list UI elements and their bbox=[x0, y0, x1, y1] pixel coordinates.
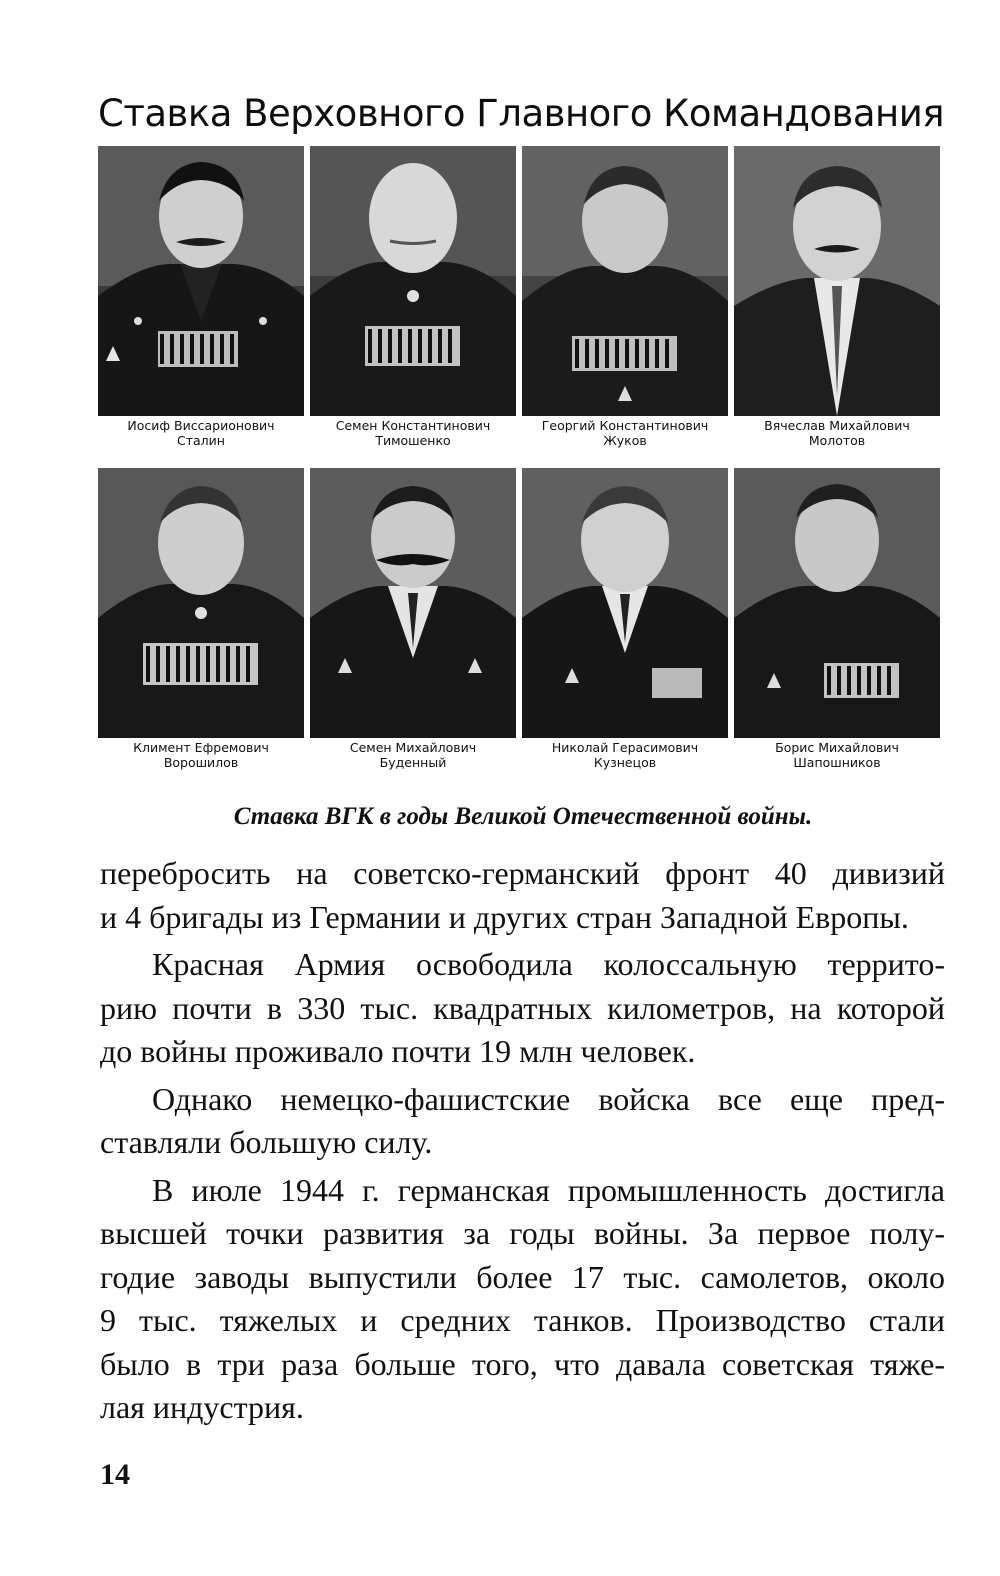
portrait-photo bbox=[522, 146, 728, 416]
portrait-card-budyonny bbox=[310, 468, 516, 770]
last-name: Жуков bbox=[603, 433, 647, 448]
person-name bbox=[522, 740, 728, 770]
portrait-grid bbox=[98, 146, 941, 786]
paragraph bbox=[100, 1169, 945, 1430]
last-name: Буденный bbox=[379, 755, 447, 770]
paragraph bbox=[100, 1078, 945, 1165]
first-name: Семен Михайлович bbox=[349, 740, 477, 755]
plate-title: Ставка Верховного Главного Командования bbox=[98, 92, 945, 135]
body-text bbox=[100, 852, 945, 1434]
text-line: было в три раза больше того, что давала советская тяже- bbox=[100, 1345, 945, 1382]
portrait-card-zhukov bbox=[522, 146, 728, 448]
portrait-photo bbox=[310, 468, 516, 738]
first-name: Климент Ефремович bbox=[133, 740, 269, 755]
person-name bbox=[310, 418, 516, 448]
text-line: высшей точки развития за годы войны. За первое полу- bbox=[100, 1215, 945, 1251]
portrait-photo bbox=[310, 146, 516, 416]
person-name bbox=[734, 740, 940, 770]
person-name bbox=[98, 418, 304, 448]
paragraph bbox=[100, 943, 945, 1074]
person-name bbox=[98, 740, 304, 770]
text-line: В июле 1944 г. германская промышленность достигла bbox=[152, 1171, 945, 1208]
person-name bbox=[734, 418, 940, 448]
last-name: Сталин bbox=[177, 433, 225, 448]
portrait-card-kuznetsov bbox=[522, 468, 728, 770]
portrait-card-timoshenko bbox=[310, 146, 516, 448]
portrait-photo bbox=[98, 146, 304, 416]
portrait-photo bbox=[734, 146, 940, 416]
text-line: рию почти в 330 тыс. квадратных километров, на которой bbox=[100, 989, 945, 1026]
person-name bbox=[310, 740, 516, 770]
portrait-card-voroshilov bbox=[98, 468, 304, 770]
person-name bbox=[522, 418, 728, 448]
text-line: ставляли большую силу. bbox=[100, 1124, 433, 1160]
portrait-card-shaposhnikov bbox=[734, 468, 940, 770]
last-name: Шапошников bbox=[793, 755, 881, 770]
portrait-photo bbox=[522, 468, 728, 738]
first-name: Семен Константинович bbox=[335, 418, 491, 433]
text-line: до войны проживало почти 19 млн человек. bbox=[100, 1033, 696, 1069]
portrait-photo bbox=[734, 468, 940, 738]
portrait-card-stalin bbox=[98, 146, 304, 448]
first-name: Николай Герасимович bbox=[551, 740, 699, 755]
last-name: Молотов bbox=[808, 433, 866, 448]
last-name: Кузнецов bbox=[593, 755, 657, 770]
text-line: лая индустрия. bbox=[100, 1389, 304, 1425]
text-line: Красная Армия освободила колоссальную террито- bbox=[152, 946, 945, 982]
portrait-photo bbox=[98, 468, 304, 738]
first-name: Иосиф Виссарионович bbox=[127, 418, 275, 433]
first-name: Вячеслав Михайлович bbox=[764, 418, 910, 433]
text-line: годие заводы выпустили более 17 тыс. самолетов, около bbox=[100, 1258, 945, 1295]
text-line: 9 тыс. тяжелых и средних танков. Производство стали bbox=[100, 1302, 945, 1338]
page-number: 14 bbox=[100, 1458, 130, 1491]
plate-caption: Ставка ВГК в годы Великой Отечественной войны. bbox=[233, 803, 813, 830]
text-line: и 4 бригады из Германии и других стран Западной Европы. bbox=[100, 898, 909, 935]
text-line: перебросить на советско-германский фронт 40 дивизий bbox=[100, 855, 945, 891]
portrait-card-molotov bbox=[734, 146, 940, 448]
text-line: Однако немецко-фашистские войска все еще пред- bbox=[152, 1080, 945, 1117]
paragraph bbox=[100, 852, 945, 939]
last-name: Тимошенко bbox=[375, 433, 451, 448]
last-name: Ворошилов bbox=[163, 755, 239, 770]
first-name: Борис Михайлович bbox=[775, 740, 899, 755]
first-name: Георгий Константинович bbox=[541, 418, 709, 433]
